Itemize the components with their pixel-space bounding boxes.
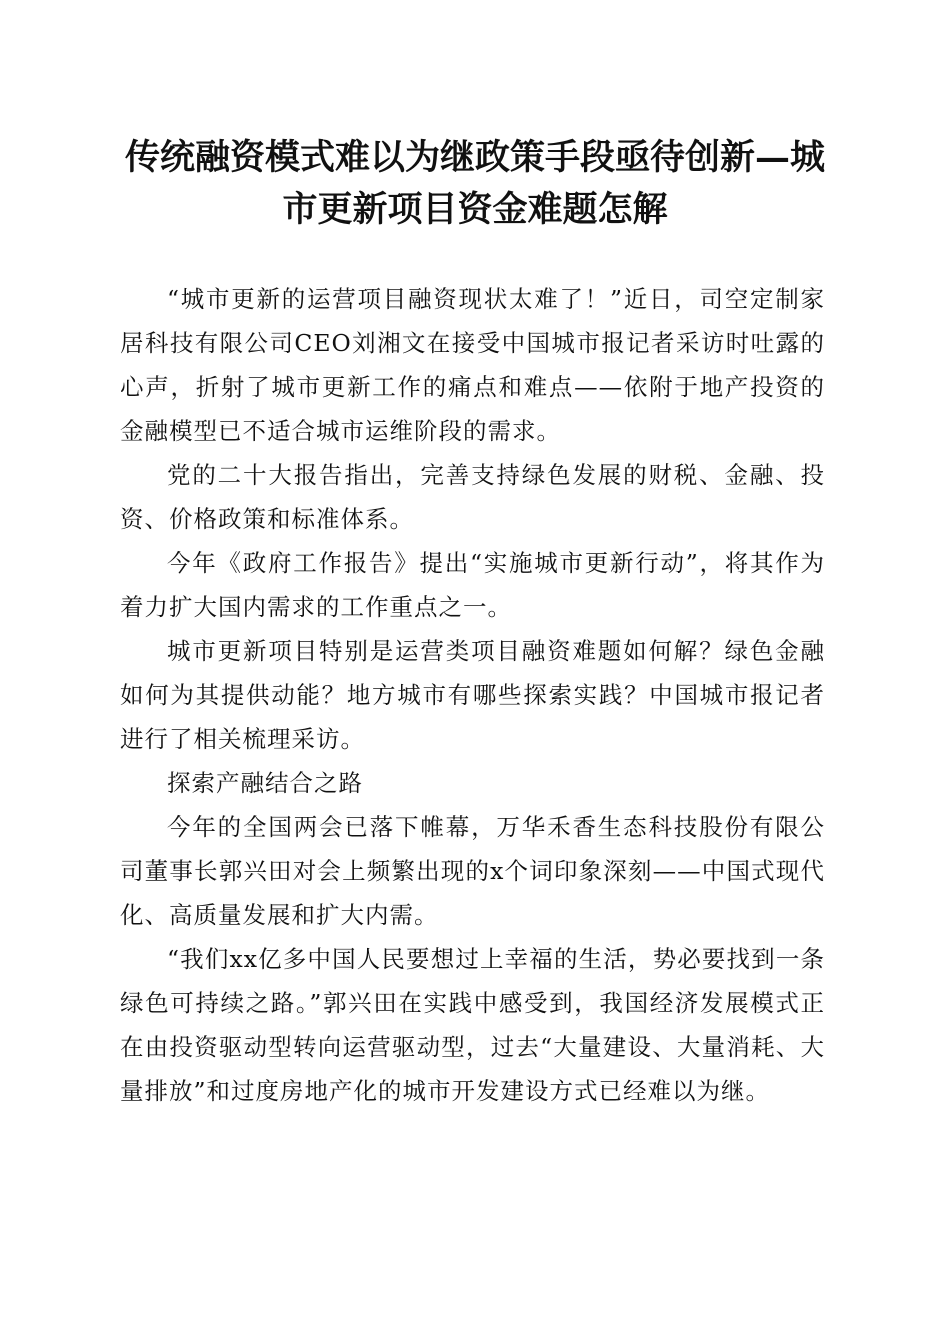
title-line-1: 传统融资模式难以为继政策手段亟待创新—城 — [124, 137, 825, 178]
paragraph: “城市更新的运营项目融资现状太难了！”近日，司空定制家居科技有限公司CEO刘湘文在接受中国城市报记者采访时吐露的心声，折射了城市更新工作的痛点和难点——依附于地产投资的金融模型已不适合城市运维阶段的需求。 — [120, 285, 825, 445]
title-line-2: 市更新项目资金难题怎解 — [282, 189, 668, 230]
section-heading: 探索产融结合之路 — [167, 769, 363, 797]
paragraph: 今年《政府工作报告》提出“实施城市更新行动”，将其作为着力扩大国内需求的工作重点之一。 — [120, 549, 825, 621]
paragraph: 城市更新项目特别是运营类项目融资难题如何解？绿色金融如何为其提供动能？地方城市有哪些探索实践？中国城市报记者进行了相关梳理采访。 — [120, 637, 825, 753]
document-body — [120, 277, 825, 1113]
paragraph: 党的二十大报告指出，完善支持绿色发展的财税、金融、投资、价格政策和标准体系。 — [120, 461, 825, 533]
document-title — [110, 132, 840, 236]
paragraph: 今年的全国两会已落下帷幕，万华禾香生态科技股份有限公司董事长郭兴田对会上频繁出现的x个词印象深刻——中国式现代化、高质量发展和扩大内需。 — [120, 813, 825, 929]
paragraph: “我们xx亿多中国人民要想过上幸福的生活，势必要找到一条绿色可持续之路。”郭兴田在实践中感受到，我国经济发展模式正在由投资驱动型转向运营驱动型，过去“大量建设、大量消耗、大量排放”和过度房地产化的城市开发建设方式已经难以为继。 — [120, 945, 825, 1105]
